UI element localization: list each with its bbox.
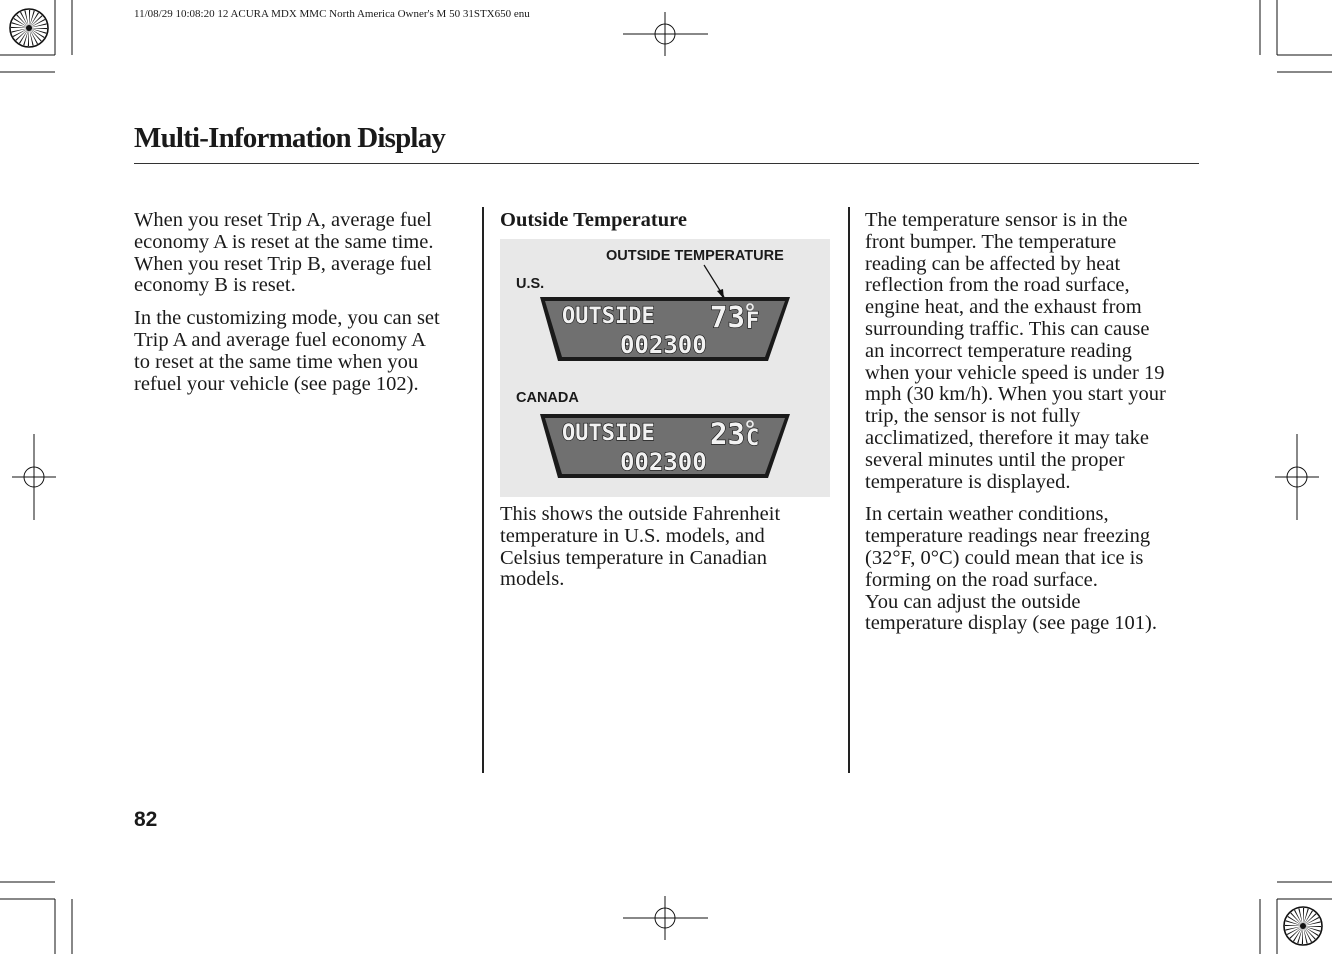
column-divider	[848, 207, 850, 773]
paragraph: When you reset Trip A, average fuel economy A is reset at the same time. When you reset Trip B, average fuel economy B is reset.	[134, 209, 434, 297]
display-temp-value: 23	[710, 417, 745, 451]
display-outside-word: OUTSIDE	[562, 304, 655, 329]
display-odometer: 002300	[620, 448, 707, 476]
display-temp-unit: F	[746, 309, 760, 334]
paragraph: In certain weather conditions, temperature readings near freezing (32°F, 0°C) could mean that ice is forming on the road surface. You can adjust the outside temperature display (see page 101).	[865, 503, 1158, 635]
display-odometer: 002300	[620, 331, 707, 359]
display-temp-unit: C	[746, 426, 760, 451]
title-rule	[134, 163, 1199, 164]
paragraph: The temperature sensor is in the front bumper. The temperature reading can be affected by heat reflection from the road surface, engine heat, and the exhaust from surrounding traffic. This can cause an incorrect temperature reading when your vehicle speed is under 19 mph (30 km/h). When you start your trip, the sensor is not fully acclimatized, therefore it may take several minutes until the proper temperature is displayed.	[865, 209, 1166, 493]
display-illustrations	[500, 239, 830, 497]
page-title: Multi-Information Display	[134, 122, 446, 154]
column-middle	[500, 504, 840, 602]
outside-temperature-figure	[500, 239, 830, 497]
page-number: 82	[134, 808, 158, 831]
display-temp-value: 73	[710, 300, 745, 334]
region-label-canada: CANADA	[516, 390, 579, 406]
section-heading: Outside Temperature	[500, 209, 687, 231]
registration-sunburst-icon	[1284, 907, 1322, 945]
paragraph: In the customizing mode, you can set Trip A and average fuel economy A to reset at the same time when you refuel your vehicle (see page 102).	[134, 307, 440, 395]
print-header: 11/08/29 10:08:20 12 ACURA MDX MMC North America Owner's M 50 31STX650 enu	[134, 8, 530, 20]
column-right	[865, 210, 1210, 646]
region-label-us: U.S.	[516, 276, 545, 292]
display-outside-word: OUTSIDE	[562, 421, 655, 446]
paragraph: This shows the outside Fahrenheit temperature in U.S. models, and Celsius temperature in Canadian models.	[500, 503, 781, 591]
registration-sunburst-icon	[10, 9, 48, 47]
column-divider	[482, 207, 484, 773]
column-left	[134, 210, 474, 406]
callout-label: OUTSIDE TEMPERATURE	[606, 248, 784, 264]
